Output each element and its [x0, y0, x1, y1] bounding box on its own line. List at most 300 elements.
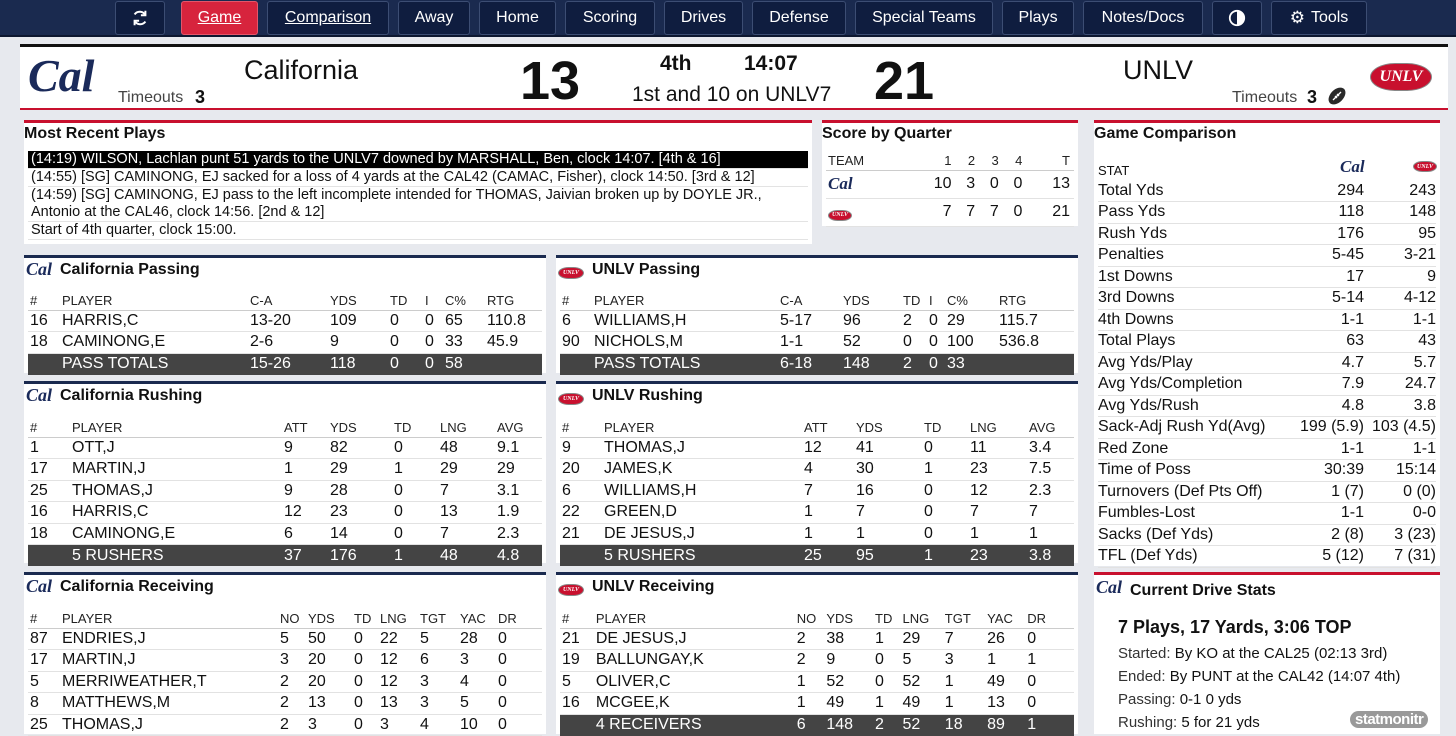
col-header[interactable]: LNG	[968, 418, 1027, 437]
cal-rushing-table	[28, 418, 542, 566]
comparison-row	[1098, 481, 1436, 503]
table-cell: 115.7	[997, 310, 1074, 332]
cal-receiving-panel	[24, 572, 546, 734]
total-cell: 5 RUSHERS	[70, 545, 282, 567]
table-cell: 2	[278, 671, 306, 693]
col-header[interactable]: YDS	[824, 609, 873, 628]
col-header[interactable]: TD	[901, 291, 927, 310]
table-cell: 5	[560, 671, 594, 693]
table-cell: 11	[968, 437, 1027, 459]
home-value: 3.8	[1364, 395, 1436, 417]
table-cell: 1	[282, 459, 328, 481]
cal-passing-title: California Passing	[60, 261, 200, 278]
home-value: 1-1	[1364, 438, 1436, 460]
table-cell: 13	[985, 693, 1025, 715]
table-cell: 0	[392, 437, 438, 459]
col-header[interactable]: C%	[443, 291, 485, 310]
total-cell	[560, 714, 594, 736]
total-cell: 33	[945, 353, 997, 375]
play-item[interactable]: Start of 4th quarter, clock 15:00.	[28, 222, 808, 240]
table-cell: 22	[378, 628, 418, 650]
table-cell: 13	[306, 693, 352, 715]
col-header[interactable]: YAC	[985, 609, 1025, 628]
table-cell: 12	[282, 502, 328, 524]
table-cell: THOMAS,J	[60, 714, 278, 736]
table-cell: 25	[28, 480, 70, 502]
drive-ended	[1118, 668, 1400, 685]
table-row[interactable]	[28, 671, 542, 693]
total-row	[28, 545, 542, 567]
table-cell: 52	[901, 671, 943, 693]
table-cell: 1	[1027, 523, 1074, 545]
unlv-receiving-table	[560, 609, 1074, 736]
tab-special-teams[interactable]: Special Teams	[855, 1, 993, 35]
col-header[interactable]: C%	[945, 291, 997, 310]
col-header[interactable]: I	[927, 291, 945, 310]
table-row[interactable]	[28, 523, 542, 545]
col-header[interactable]: RTG	[485, 291, 542, 310]
table-row[interactable]	[28, 628, 542, 650]
total-cell: 176	[328, 545, 392, 567]
away-value: 4.8	[1294, 395, 1364, 417]
table-row[interactable]	[28, 650, 542, 672]
col-header[interactable]: DR	[496, 609, 542, 628]
table-row[interactable]	[28, 332, 542, 354]
table-cell: 3	[378, 714, 418, 736]
tab-plays[interactable]: Plays	[1002, 1, 1074, 35]
unlv-logo: UNLV	[558, 584, 584, 596]
table-cell: 17	[28, 650, 60, 672]
table-cell: 9	[824, 650, 873, 672]
table-cell: CAMINONG,E	[60, 332, 248, 354]
quarter: 4th	[660, 52, 692, 75]
table-cell: 23	[968, 459, 1027, 481]
col-header[interactable]: YDS	[841, 291, 901, 310]
table-cell: 2	[795, 628, 825, 650]
home-value: 4-12	[1364, 288, 1436, 310]
table-cell: 52	[824, 671, 873, 693]
game-comparison-title: Game Comparison	[1094, 125, 1237, 142]
stat-label: Penalties	[1098, 245, 1294, 267]
table-row[interactable]	[560, 523, 1074, 545]
total-cell: 148	[841, 353, 901, 375]
col-header[interactable]: PLAYER	[592, 291, 778, 310]
comparison-table	[1098, 180, 1436, 568]
cal-logo: Cal	[1096, 577, 1123, 597]
table-cell: 7	[802, 480, 854, 502]
table-cell: 2	[901, 310, 927, 332]
total-row	[28, 353, 542, 375]
table-cell: OLIVER,C	[594, 671, 795, 693]
total-cell: 25	[802, 545, 854, 567]
total-cell: 2	[901, 353, 927, 375]
home-value: 24.7	[1364, 374, 1436, 396]
col-header[interactable]: YDS	[306, 609, 352, 628]
total-cell: 18	[943, 714, 985, 736]
total-score: 21	[1022, 198, 1074, 226]
home-value: 95	[1364, 223, 1436, 245]
score-by-quarter-table	[826, 151, 1074, 227]
away-value: 5-45	[1294, 245, 1364, 267]
table-row[interactable]	[28, 480, 542, 502]
label: Passing:	[1118, 691, 1176, 708]
stat-label: Turnovers (Def Pts Off)	[1098, 481, 1294, 503]
table-cell: 0	[1025, 628, 1074, 650]
total-cell: 15-26	[248, 353, 328, 375]
col-header[interactable]: TD	[873, 609, 900, 628]
away-team-logo: Cal	[28, 50, 95, 101]
home-team-name: UNLV	[1123, 55, 1194, 85]
table-row[interactable]	[560, 628, 1074, 650]
table-row[interactable]	[560, 671, 1074, 693]
away-value: 63	[1294, 331, 1364, 353]
table-cell: 13	[378, 693, 418, 715]
table-row[interactable]	[560, 693, 1074, 715]
table-cell: 0	[496, 714, 542, 736]
col-header[interactable]: #	[560, 418, 602, 437]
table-cell: 29	[901, 628, 943, 650]
play-item[interactable]: (14:19) WILSON, Lachlan punt 51 yards to the UNLV7 downed by MARSHALL, Ben, clock 14:07. [4th & 16]	[28, 151, 808, 169]
stat-label: Total Yds	[1098, 180, 1294, 202]
table-cell: 0	[496, 628, 542, 650]
current-drive-panel	[1094, 572, 1440, 734]
total-cell: 4.8	[495, 545, 542, 567]
tab-home[interactable]: Home	[479, 1, 556, 35]
table-cell: 1-1	[778, 332, 841, 354]
game-comparison-panel	[1094, 120, 1440, 566]
col-header[interactable]: I	[423, 291, 443, 310]
col-header[interactable]: LNG	[438, 418, 495, 437]
col-header[interactable]: #	[560, 291, 592, 310]
table-cell: 9	[560, 437, 602, 459]
comparison-row	[1098, 245, 1436, 267]
total-cell: 95	[854, 545, 922, 567]
table-cell: MARTIN,J	[70, 459, 282, 481]
refresh-button[interactable]	[115, 1, 165, 35]
col-header[interactable]: #	[28, 609, 60, 628]
table-cell: 29	[438, 459, 495, 481]
table-cell: 30	[854, 459, 922, 481]
table-cell: 1	[795, 693, 825, 715]
total-cell: 6	[795, 714, 825, 736]
col-q1: 1	[909, 151, 952, 170]
table-cell: 3	[458, 650, 496, 672]
comparison-row	[1098, 395, 1436, 417]
table-cell: 6	[418, 650, 458, 672]
total-cell: 6-18	[778, 353, 841, 375]
value: 5 for 21 yds	[1181, 714, 1260, 731]
table-cell: 96	[841, 310, 901, 332]
table-row[interactable]	[560, 480, 1074, 502]
table-cell: 3	[306, 714, 352, 736]
col-header[interactable]: #	[28, 418, 70, 437]
top-nav	[0, 0, 1456, 37]
col-header[interactable]: LNG	[378, 609, 418, 628]
comparison-row	[1098, 374, 1436, 396]
table-cell: 5	[458, 693, 496, 715]
away-value: 30:39	[1294, 460, 1364, 482]
table-cell: 41	[854, 437, 922, 459]
tab-defense[interactable]: Defense	[752, 1, 846, 35]
home-value: 9	[1364, 266, 1436, 288]
col-header[interactable]: TD	[922, 418, 968, 437]
table-cell: 109	[328, 310, 388, 332]
unlv-receiving-title: UNLV Receiving	[592, 578, 715, 595]
table-row[interactable]	[28, 693, 542, 715]
table-cell: 0	[392, 480, 438, 502]
comparison-row	[1098, 546, 1436, 568]
stat-label: Sack-Adj Rush Yd(Avg)	[1098, 417, 1294, 439]
home-value: 243	[1364, 180, 1436, 202]
away-value: 2 (8)	[1294, 524, 1364, 546]
comparison-row	[1098, 309, 1436, 331]
home-value: 103 (4.5)	[1364, 417, 1436, 439]
table-cell: 3	[278, 650, 306, 672]
tab-away[interactable]: Away	[398, 1, 470, 35]
table-cell: 7	[854, 502, 922, 524]
table-cell: 28	[328, 480, 392, 502]
label: Ended:	[1118, 668, 1166, 685]
stat-header: STAT	[1098, 163, 1130, 178]
table-cell: 1	[1025, 650, 1074, 672]
total-cell	[560, 545, 602, 567]
table-cell: 0	[1025, 693, 1074, 715]
away-value: 7.9	[1294, 374, 1364, 396]
col-header[interactable]: YDS	[854, 418, 922, 437]
play-item[interactable]: (14:59) [SG] CAMINONG, EJ pass to the left incomplete intended for THOMAS, Jaivian broken up by DOYLE JR., Antonio at the CAL46, clock 14:56. [2nd & 12]	[28, 187, 808, 222]
tab-drives[interactable]: Drives	[664, 1, 743, 35]
col-header[interactable]: LNG	[901, 609, 943, 628]
table-cell: 0	[1025, 671, 1074, 693]
drive-summary: 7 Plays, 17 Yards, 3:06 TOP	[1118, 617, 1352, 637]
col-header[interactable]: PLAYER	[60, 291, 248, 310]
table-cell: 48	[438, 437, 495, 459]
tab-comparison[interactable]: Comparison	[267, 1, 389, 35]
col-header[interactable]: RTG	[997, 291, 1074, 310]
cal-receiving-table	[28, 609, 542, 736]
table-cell: 1	[943, 671, 985, 693]
table-cell: 0	[423, 310, 443, 332]
table-cell: 0	[392, 502, 438, 524]
table-cell: 4	[418, 714, 458, 736]
total-cell: 1	[922, 545, 968, 567]
cal-logo: Cal	[26, 385, 53, 405]
game-clock: 14:07	[744, 52, 798, 75]
table-cell: 0	[901, 332, 927, 354]
tab-game[interactable]: Game	[181, 1, 258, 35]
table-cell: 45.9	[485, 332, 542, 354]
unlv-passing-panel	[556, 255, 1078, 373]
value: By PUNT at the CAL42 (14:07 4th)	[1169, 668, 1401, 685]
away-timeouts: 3	[195, 87, 206, 107]
table-cell: 3.1	[495, 480, 542, 502]
table-cell: 5	[278, 628, 306, 650]
table-cell: 26	[985, 628, 1025, 650]
col-header[interactable]: TD	[392, 418, 438, 437]
table-row[interactable]	[28, 502, 542, 524]
comparison-row	[1098, 352, 1436, 374]
unlv-rushing-panel	[556, 381, 1078, 563]
tab-scoring[interactable]: Scoring	[565, 1, 655, 35]
table-cell: 0	[388, 310, 423, 332]
table-cell: ENDRIES,J	[60, 628, 278, 650]
col-header[interactable]: TGT	[943, 609, 985, 628]
table-cell: 0	[496, 671, 542, 693]
table-cell: 110.8	[485, 310, 542, 332]
table-cell: 25	[28, 714, 60, 736]
col-header[interactable]: NO	[795, 609, 825, 628]
unlv-passing-title: UNLV Passing	[592, 261, 701, 278]
q-score: 3	[952, 170, 976, 198]
col-header[interactable]: YDS	[328, 291, 388, 310]
contrast-button[interactable]	[1212, 1, 1262, 35]
table-cell: MCGEE,K	[594, 693, 795, 715]
table-cell: 16	[560, 693, 594, 715]
col-header[interactable]: YAC	[458, 609, 496, 628]
unlv-logo: UNLV	[558, 267, 584, 279]
cal-logo: Cal	[26, 576, 53, 596]
table-row[interactable]	[28, 310, 542, 332]
away-value: 118	[1294, 202, 1364, 224]
drive-started	[1118, 645, 1387, 662]
away-value: 1-1	[1294, 438, 1364, 460]
home-timeouts: 3	[1307, 87, 1318, 107]
cal-rushing-panel	[24, 381, 546, 563]
home-team-logo: UNLV	[1370, 63, 1432, 91]
table-cell: 0	[388, 332, 423, 354]
total-cell	[560, 353, 592, 375]
table-row[interactable]	[560, 437, 1074, 459]
table-cell: 90	[560, 332, 592, 354]
table-cell: 5	[418, 628, 458, 650]
total-cell: 37	[282, 545, 328, 567]
table-cell: OTT,J	[70, 437, 282, 459]
q-score: 7	[975, 198, 999, 226]
col-header[interactable]: PLAYER	[594, 609, 795, 628]
tools-button[interactable]: ⚙ Tools	[1271, 1, 1367, 35]
comparison-row	[1098, 223, 1436, 245]
table-cell: 65	[443, 310, 485, 332]
table-cell: 0	[496, 693, 542, 715]
table-cell: 3	[943, 650, 985, 672]
table-cell: 9.1	[495, 437, 542, 459]
table-cell: 0	[873, 650, 900, 672]
current-drive-title: Current Drive Stats	[1130, 582, 1276, 599]
table-cell: WILLIAMS,H	[602, 480, 802, 502]
col-header[interactable]: #	[28, 291, 60, 310]
table-cell: 6	[282, 523, 328, 545]
col-header[interactable]: AVG	[1027, 418, 1074, 437]
table-cell: 7	[438, 523, 495, 545]
unlv-passing-table	[560, 291, 1074, 375]
table-cell: 0	[392, 523, 438, 545]
table-cell: 7	[1027, 502, 1074, 524]
total-cell: 0	[927, 353, 945, 375]
table-cell: 4	[802, 459, 854, 481]
col-header[interactable]: PLAYER	[60, 609, 278, 628]
table-cell: 1.9	[495, 502, 542, 524]
col-header[interactable]: C-A	[248, 291, 328, 310]
col-header[interactable]: AVG	[495, 418, 542, 437]
tab-notes-docs[interactable]: Notes/Docs	[1083, 1, 1203, 35]
drive-rushing	[1118, 714, 1260, 731]
col-header[interactable]: ATT	[282, 418, 328, 437]
recent-plays-panel	[24, 120, 812, 244]
stat-label: Pass Yds	[1098, 202, 1294, 224]
col-header[interactable]: NO	[278, 609, 306, 628]
table-cell: 20	[306, 671, 352, 693]
table-row[interactable]	[560, 502, 1074, 524]
gear-icon: ⚙	[1289, 8, 1305, 27]
drive-passing	[1118, 691, 1241, 708]
table-cell: 7	[968, 502, 1027, 524]
table-cell: 0	[496, 650, 542, 672]
comparison-row	[1098, 266, 1436, 288]
table-row[interactable]	[560, 332, 1074, 354]
comparison-row	[1098, 331, 1436, 353]
table-cell: 20	[306, 650, 352, 672]
table-row[interactable]	[28, 459, 542, 481]
table-cell: 16	[28, 502, 70, 524]
table-row[interactable]	[560, 650, 1074, 672]
col-header[interactable]: TD	[352, 609, 378, 628]
down-distance: 1st and 10 on UNLV7	[632, 83, 832, 106]
table-cell: DE JESUS,J	[594, 628, 795, 650]
table-cell: NICHOLS,M	[592, 332, 778, 354]
home-score: 21	[874, 51, 935, 111]
table-cell: 10	[458, 714, 496, 736]
col-header[interactable]: PLAYER	[70, 418, 282, 437]
table-cell: 16	[854, 480, 922, 502]
refresh-icon	[131, 9, 149, 27]
col-header[interactable]: TD	[388, 291, 423, 310]
comparison-row	[1098, 180, 1436, 202]
total-cell	[485, 353, 542, 375]
col-header[interactable]: DR	[1025, 609, 1074, 628]
col-header[interactable]: YDS	[328, 418, 392, 437]
table-row[interactable]	[560, 459, 1074, 481]
table-row[interactable]	[28, 437, 542, 459]
table-cell: 23	[328, 502, 392, 524]
table-cell: 2	[278, 714, 306, 736]
table-cell: 1	[873, 628, 900, 650]
total-cell: PASS TOTALS	[60, 353, 248, 375]
col-header[interactable]: ATT	[802, 418, 854, 437]
col-header[interactable]: #	[560, 609, 594, 628]
table-row[interactable]	[28, 714, 542, 736]
table-cell: CAMINONG,E	[70, 523, 282, 545]
away-value: 4.7	[1294, 352, 1364, 374]
play-item[interactable]: (14:55) [SG] CAMINONG, EJ sacked for a loss of 4 yards at the CAL42 (CAMAC, Fisher), clock 14:50. [3rd & 12]	[28, 169, 808, 187]
table-row[interactable]	[560, 310, 1074, 332]
col-header[interactable]: C-A	[778, 291, 841, 310]
away-value: 199 (5.9)	[1294, 417, 1364, 439]
table-cell: 0	[423, 332, 443, 354]
table-cell: 12	[378, 671, 418, 693]
table-cell: 12	[968, 480, 1027, 502]
unlv-logo: UNLV	[828, 210, 852, 221]
col-header[interactable]: PLAYER	[602, 418, 802, 437]
table-cell: DE JESUS,J	[602, 523, 802, 545]
away-value: 5-14	[1294, 288, 1364, 310]
cal-receiving-title: California Receiving	[60, 578, 214, 595]
total-cell: 3.8	[1027, 545, 1074, 567]
q-score: 7	[952, 198, 976, 226]
total-row	[560, 545, 1074, 567]
total-cell: 148	[824, 714, 873, 736]
table-cell: 1	[392, 459, 438, 481]
col-header[interactable]: TGT	[418, 609, 458, 628]
